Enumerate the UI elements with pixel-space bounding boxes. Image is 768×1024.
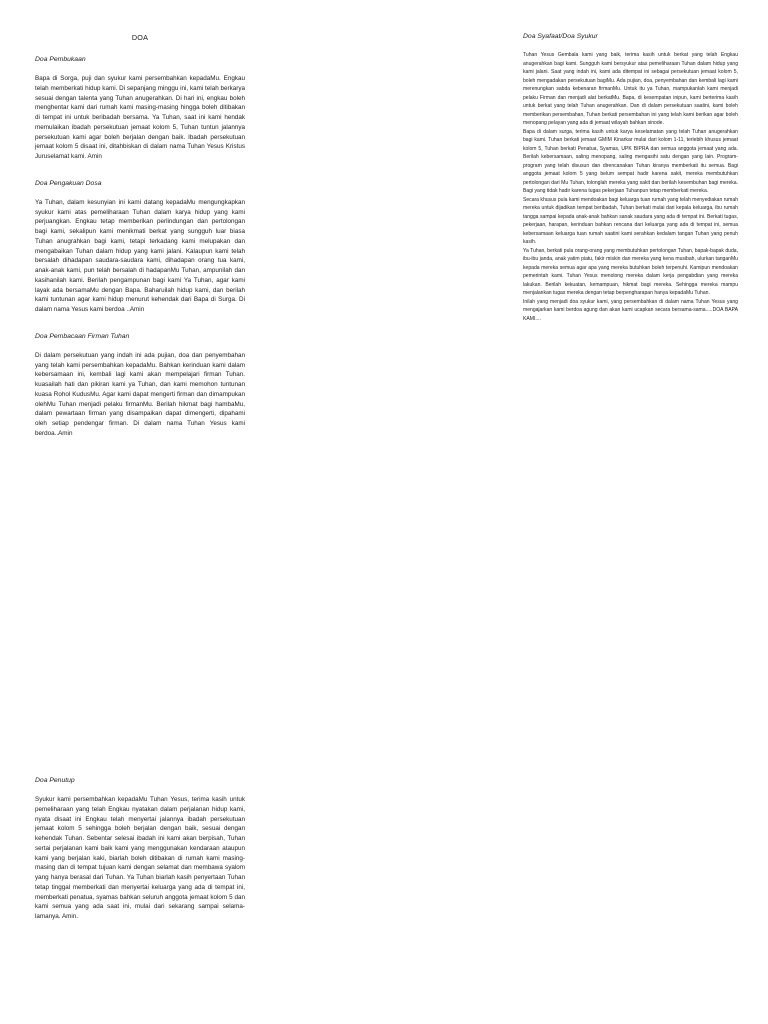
section-heading-pembukaan: Doa Pembukaan (35, 56, 86, 63)
closing-prayer (35, 777, 245, 940)
syafaat-paragraph: Secara khusus pula kami mendoakan bagi keluarga tuan rumah yang telah menyediakan rumah mereka untuk dijadikan tempat beribadah, Tuhan berkati mulai dari kepala keluarga, ibu rumah tangga sampai kepada anak-anak bahkan sanak saudara yang ada di tempat ini. Berkati tugas, pekerjaan, harapan, kerinduan bahkan rencana dari keluarga yang ada di tempat ini, semua kebersamaan keluarga tuan rumah saatini kami serahkan kedalam tangan Tuhan yang penuh kasih. (523, 196, 738, 245)
syafaat-paragraph: Inilah yang menjadi doa syukur kami, yang persembahkan di dalam nama Tuhan Yesus yang mengajarkan kami berdoa agung dan akan kami ucapkan secara bersama-sama.....DOA BAPA KAMI.... (523, 298, 738, 322)
syafaat-paragraph: Ya Tuhan, berkati pula orang-orang yang membutuhkan pertolongan Tuhan, bapak-bapak duda, ibu-ibu janda, anak yatim piatu, fakir miskin dan mereka yang kena musibah, ulurkan tanganMu kepada mereka semua agar apa yang mereka butuhkan boleh terpenuhi. Kamipun mendoakan pemerintah kami. Tuhan Yesus menolong mereka dalam kerja pengabdian yang mereka lakukan. Berilah kekuatan, kemampuan, hikmat bagi mereka. Sehingga mereka mampu menjalankan tugas mereka dengan tetap berpengharapan hanya kepadaMu Tuhan. (523, 247, 738, 296)
section-text-pembukaan: Bapa di Sorga, puji dan syukur kami persembahkan kepadaMu. Engkau telah memberkati hidup kami. Di sepanjang minggu ini, kami telah berkarya sesuai dengan talenta yang Tuhan anugerahkan. Di hari ini, engkau boleh menghentar kami dari rumah kami masing-masing hingga boleh ditibakan di tempat ini untuk beribadah bersama. Ya Tuhan, saat ini kami hendak memulaikan ibadah persekutuan jemaat kolom 5, Tuhan tuntun jalannya persekutuan kami agar boleh berjalan dengan baik. Ibadah persekutuan jemaat kolom 5 disaat ini, ditahbiskan di dalam nama Tuhan Yesus Kristus Juruselamat kami. Amin (35, 75, 245, 160)
section-heading-pembacaan-firman: Doa Pembacaan Firman Tuhan (35, 332, 130, 340)
section-text-pengakuan-dosa: Ya Tuhan, dalam kesunyian ini kami datang kepadaMu mengungkapkan syukur kami atas pemeliharaan Tuhan dalam karya hidup yang kami perjuangkan. Engkau tetap memberikan perlindungan dan pertolongan bagi kami, sekalipun kami menikmati berkat yang sungguh luar biasa Tuhan anugrahkan bagi kami, tetapi terkadang kami melupakan dan mengabaikan Tuhan dalam hidup yang kami jalani. Kalaupun kami telah bersalah dihadapan saudara-saudara kami, dihadapan orang tua kami, anak-anak kami, pun telah bersalah di hadapanMu Tuhan, ampunilah dan kasihanilah kami. Berilah pengampunan bagi kami Ya Tuhan, agar kami layak ada bersamaMu dengan Bapa. Baharuilah hidup kami, dan berilah kami tuntunan agar kami hidup menurut kehendak dari Bapa di Surga. Di dalam nama Yesus kami berdoa ..Amin (35, 198, 245, 313)
right-column (523, 33, 738, 323)
section-heading-penutup: Doa Penutup (35, 777, 75, 784)
page-title: DOA (131, 33, 149, 42)
section-text-pembacaan-firman: Di dalam persekutuan yang indah ini ada pujian, doa dan penyembahan yang telah kami persembahkan kepadaMu. Bahkan kerinduan kami dalam kebersamaan ini, kembali lagi kami akan mempelajari firman Tuhan. kuasailah hati dan pikiran kami ya Tuhan, dan kami memohon tuntunan kuasa Rohol KudusMu. Agar kami dapat mengerti firman dan dimampukan olehMu Tuhan menjadi pelaku firmanMu. Berilah hikmat bagi hambaMu, dalam pewartaan firman yang disampaikan dapat dimengerti, dipahami oleh setiap pendengar firman. Di dalam nama Tuhan Yesus kami berdoa..Amin (35, 351, 245, 437)
section-heading-syafaat: Doa Syafaat/Doa Syukur (523, 33, 598, 40)
section-heading-pengakuan-dosa: Doa Pengakuan Dosa (35, 179, 102, 187)
syafaat-paragraph: Bapa di dalam surga, terima kasih untuk karya keselamatan yang telah Tuhan anugerahkan bagi kami. Tuhan berkati jemaat GMIM Kinarkar mulai dari kolom 1-11, terlebih khusus jemaat kolom 5, Tuhan berkati Penatua, Syamas, UPK BIPRA dan semua anggota jemaat yang ada. Berilah kebersamaan, saling menopang, saling mengasihi satu dengan yang lain. Program-program yang telah disusun dan direncanakan Tuhan kiranya memberkati itu semua. Bagi anggota jemaat kolom 5 yang belum sempat hadir karena sakit, mereka membutuhkan pertolongan dari Mu Tuhan, tolonglah mereka yang sakit dan berilah kesembuhan bagi mereka. Bagi yang tidak hadir karena tugas pekerjaan Tuhanpun tetap memberkati mereka. (523, 128, 738, 194)
left-column (35, 33, 245, 457)
section-text-penutup: Syukur kami persembahkan kepadaMu Tuhan Yesus, terima kasih untuk pemeliharaan yang telah Engkau nyatakan dalam perjalanan hidup kami, nyata disaat ini Engkau telah menyertai jalannya ibadah persekutuan jemaat kolom 5 sehingga boleh berjalan dengan baik, sesuai dengan kehendak Tuhan. Sebentar selesai ibadah ini kami akan berpisah, Tuhan sertai perjalanan kami baik kami yang menggunakan kendaraan ataupun kami yang berjalan kaki, biarlah boleh ditibakan di rumah kami masing-masing dan di tempat tujuan kami dengan selamat dan membawa syalom yang hanya berasal dari Tuhan. Ya Tuhan biarlah kasih penyertaan Tuhan tetap tinggal memberkati dan menyertai keluarga yang ada di tempat ini, memberkati penatua, syamas bahkan seluruh anggota jemaat kolom 5 dan kami semua yang ada saat ini, mulai dari sekarang sampai selama-lamanya. Amin. (35, 796, 245, 920)
syafaat-paragraph: Tuhan Yesus Gembala kami yang baik, terima kasih untuk berkat yang telah Engkau anugerahkan bagi kami. Sungguh kami bersyukur atas pemeliharaan Tuhan dalam hidup yang kami jalani. Saat yang indah ini, kami ada ditempat ini sebagai persekutuan jemaat kolom 5, boleh mengadakan persekutuan bagiMu. Ada pujian, doa, penyembahan dan kembali lagi kami merenungkan sabda kebenaran firmanMu. Untuk itu ya Tuhan, mampukanlah kami menjadi pelaku Firman dan menjadi alat berkatMu. Bapa, di kesempatan inipun, kami berterima kasih untuk berkat yang telah Tuhan anugerahkan. Dan di dalam persekutuan saatini, kami boleh memberikan persembahan, Tuhan berkati persembahan ini yang telah kami berikan agar boleh menopang pelayan yang ada di jemaat wilayah bahkan sinode. (523, 52, 738, 126)
